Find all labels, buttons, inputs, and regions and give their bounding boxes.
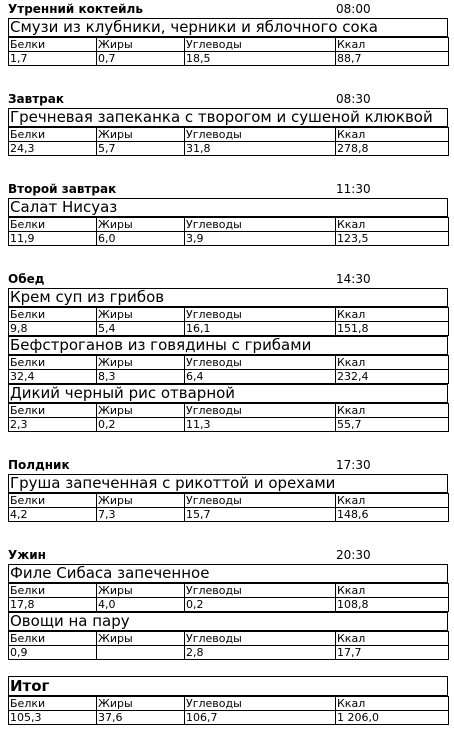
kcal-header: Ккал	[336, 218, 449, 232]
section-gap	[8, 246, 448, 270]
fat-value: 7,3	[97, 508, 185, 522]
nutrition-table	[8, 127, 449, 156]
carbs-total: 106,7	[185, 711, 336, 725]
dish	[8, 474, 448, 522]
meal-time: 08:00	[336, 2, 371, 16]
meal-title: Обед	[8, 272, 45, 286]
protein-value: 17,8	[9, 598, 97, 612]
nutrition-header-row	[9, 697, 449, 711]
total-section	[8, 676, 448, 725]
dish	[8, 198, 448, 246]
nutrition-value-row	[9, 52, 449, 66]
protein-value: 0,9	[9, 646, 97, 660]
protein-header: Белки	[9, 356, 97, 370]
section-gap	[8, 66, 448, 90]
protein-value: 32,4	[9, 370, 97, 384]
nutrition-table	[8, 403, 449, 432]
kcal-header: Ккал	[336, 38, 449, 52]
meal-time: 20:30	[336, 548, 371, 562]
carbs-header: Углеводы	[185, 356, 336, 370]
protein-value: 1,7	[9, 52, 97, 66]
nutrition-header-row	[9, 632, 449, 646]
nutrition-header-row	[9, 128, 449, 142]
carbs-header: Углеводы	[185, 404, 336, 418]
meal-header	[8, 0, 448, 18]
meal-title: Полдник	[8, 458, 70, 472]
nutrition-table	[8, 631, 449, 660]
kcal-value: 151,8	[336, 322, 449, 336]
meal-time: 11:30	[336, 182, 371, 196]
protein-value: 11,9	[9, 232, 97, 246]
meal-section	[8, 546, 448, 660]
meal-section	[8, 180, 448, 246]
nutrition-table	[8, 307, 449, 336]
nutrition-table	[8, 583, 449, 612]
carbs-value: 16,1	[185, 322, 336, 336]
dish-name: Смузи из клубники, черники и яблочного сока	[8, 18, 448, 37]
meal-time: 14:30	[336, 272, 371, 286]
fat-header: Жиры	[97, 218, 185, 232]
fat-value: 5,4	[97, 322, 185, 336]
total-table	[8, 696, 449, 725]
meal-header	[8, 90, 448, 108]
dish-name: Филе Сибаса запеченное	[8, 564, 448, 583]
protein-value: 9,8	[9, 322, 97, 336]
nutrition-value-row	[9, 142, 449, 156]
nutrition-value-row	[9, 232, 449, 246]
kcal-value: 123,5	[336, 232, 449, 246]
protein-value: 24,3	[9, 142, 97, 156]
meal-header	[8, 270, 448, 288]
nutrition-header-row	[9, 218, 449, 232]
dish-name: Дикий черный рис отварной	[8, 384, 448, 403]
dish	[8, 384, 448, 432]
nutrition-value-row	[9, 418, 449, 432]
meal-header	[8, 180, 448, 198]
fat-value: 0,2	[97, 418, 185, 432]
dish-name: Гречневая запеканка с творогом и сушеной клюквой	[8, 108, 448, 127]
carbs-value: 11,3	[185, 418, 336, 432]
dish	[8, 336, 448, 384]
meal-title: Завтрак	[8, 92, 65, 106]
carbs-header: Углеводы	[185, 584, 336, 598]
carbs-header: Углеводы	[185, 632, 336, 646]
meal-time: 08:30	[336, 92, 371, 106]
dish	[8, 18, 448, 66]
nutrition-header-row	[9, 356, 449, 370]
fat-header: Жиры	[97, 697, 185, 711]
carbs-header: Углеводы	[185, 697, 336, 711]
carbs-header: Углеводы	[185, 38, 336, 52]
carbs-value: 18,5	[185, 52, 336, 66]
nutrition-value-row	[9, 711, 449, 725]
carbs-header: Углеводы	[185, 218, 336, 232]
kcal-value: 148,6	[336, 508, 449, 522]
nutrition-table	[8, 355, 449, 384]
dish	[8, 612, 448, 660]
kcal-header: Ккал	[336, 697, 449, 711]
dish	[8, 288, 448, 336]
kcal-header: Ккал	[336, 632, 449, 646]
nutrition-header-row	[9, 38, 449, 52]
section-gap	[8, 432, 448, 456]
kcal-value: 55,7	[336, 418, 449, 432]
kcal-header: Ккал	[336, 494, 449, 508]
nutrition-table	[8, 217, 449, 246]
protein-header: Белки	[9, 308, 97, 322]
kcal-value: 108,8	[336, 598, 449, 612]
carbs-header: Углеводы	[185, 308, 336, 322]
fat-header: Жиры	[97, 38, 185, 52]
fat-header: Жиры	[97, 356, 185, 370]
fat-value: 6,0	[97, 232, 185, 246]
carbs-value: 0,2	[185, 598, 336, 612]
kcal-header: Ккал	[336, 584, 449, 598]
fat-value: 8,3	[97, 370, 185, 384]
kcal-value: 278,8	[336, 142, 449, 156]
dish	[8, 564, 448, 612]
nutrition-header-row	[9, 404, 449, 418]
section-gap	[8, 522, 448, 546]
dish-name: Бефстроганов из говядины с грибами	[8, 336, 448, 355]
protein-header: Белки	[9, 218, 97, 232]
protein-header: Белки	[9, 404, 97, 418]
meal-section	[8, 90, 448, 156]
protein-header: Белки	[9, 494, 97, 508]
meal-header	[8, 456, 448, 474]
protein-total: 105,3	[9, 711, 97, 725]
nutrition-value-row	[9, 598, 449, 612]
fat-total: 37,6	[97, 711, 185, 725]
kcal-value: 17,7	[336, 646, 449, 660]
nutrition-value-row	[9, 322, 449, 336]
fat-header: Жиры	[97, 128, 185, 142]
fat-header: Жиры	[97, 308, 185, 322]
total-title: Итог	[8, 676, 448, 696]
fat-header: Жиры	[97, 494, 185, 508]
meal-title: Утренний коктейль	[8, 2, 143, 16]
fat-value	[97, 646, 185, 660]
carbs-value: 2,8	[185, 646, 336, 660]
carbs-header: Углеводы	[185, 128, 336, 142]
fat-value: 0,7	[97, 52, 185, 66]
carbs-header: Углеводы	[185, 494, 336, 508]
dish-name: Салат Нисуаз	[8, 198, 448, 217]
kcal-header: Ккал	[336, 404, 449, 418]
kcal-header: Ккал	[336, 356, 449, 370]
carbs-value: 3,9	[185, 232, 336, 246]
fat-value: 5,7	[97, 142, 185, 156]
nutrition-table	[8, 493, 449, 522]
carbs-value: 15,7	[185, 508, 336, 522]
protein-header: Белки	[9, 584, 97, 598]
protein-header: Белки	[9, 38, 97, 52]
nutrition-header-row	[9, 584, 449, 598]
dish	[8, 108, 448, 156]
meal-section	[8, 456, 448, 522]
kcal-value: 88,7	[336, 52, 449, 66]
meal-plan	[8, 0, 448, 725]
kcal-header: Ккал	[336, 308, 449, 322]
kcal-value: 232,4	[336, 370, 449, 384]
fat-header: Жиры	[97, 632, 185, 646]
meal-title: Второй завтрак	[8, 182, 117, 196]
nutrition-header-row	[9, 494, 449, 508]
carbs-value: 6,4	[185, 370, 336, 384]
dish-name: Овощи на пару	[8, 612, 448, 631]
kcal-total: 1 206,0	[336, 711, 449, 725]
protein-header: Белки	[9, 128, 97, 142]
meal-section	[8, 0, 448, 66]
dish-name: Груша запеченная с рикоттой и орехами	[8, 474, 448, 493]
kcal-header: Ккал	[336, 128, 449, 142]
meal-header	[8, 546, 448, 564]
nutrition-table	[8, 37, 449, 66]
meal-title: Ужин	[8, 548, 46, 562]
meal-time: 17:30	[336, 458, 371, 472]
section-gap	[8, 660, 448, 676]
meal-section	[8, 270, 448, 432]
nutrition-value-row	[9, 370, 449, 384]
protein-value: 2,3	[9, 418, 97, 432]
protein-value: 4,2	[9, 508, 97, 522]
fat-header: Жиры	[97, 584, 185, 598]
section-gap	[8, 156, 448, 180]
nutrition-value-row	[9, 646, 449, 660]
fat-value: 4,0	[97, 598, 185, 612]
protein-header: Белки	[9, 697, 97, 711]
protein-header: Белки	[9, 632, 97, 646]
fat-header: Жиры	[97, 404, 185, 418]
dish-name: Крем суп из грибов	[8, 288, 448, 307]
nutrition-value-row	[9, 508, 449, 522]
carbs-value: 31,8	[185, 142, 336, 156]
nutrition-header-row	[9, 308, 449, 322]
